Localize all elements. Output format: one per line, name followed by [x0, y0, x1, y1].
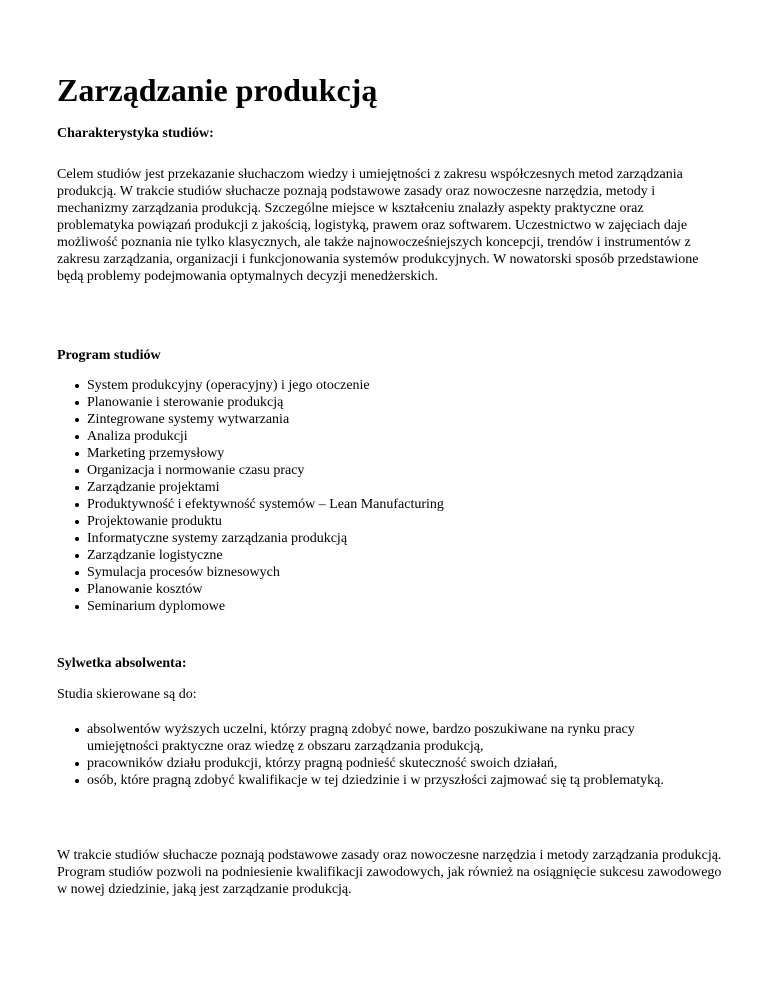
list-item: Zarządzanie projektami: [57, 479, 697, 496]
section-heading-sylwetka: Sylwetka absolwenta:: [57, 656, 187, 671]
list-item: Marketing przemysłowy: [57, 445, 697, 462]
page-title: Zarządzanie produkcją: [57, 72, 378, 108]
list-item: Planowanie kosztów: [57, 581, 697, 598]
section-heading-program: Program studiów: [57, 348, 161, 363]
program-list: [57, 377, 697, 615]
list-item: Produktywność i efektywność systemów – Lean Manufacturing: [57, 496, 697, 513]
list-item: Planowanie i sterowanie produkcją: [57, 394, 697, 411]
list-item: Seminarium dyplomowe: [57, 598, 697, 615]
list-item: pracowników działu produkcji, którzy pragną podnieść skuteczność swoich działań,: [57, 755, 687, 772]
list-item: Zintegrowane systemy wytwarzania: [57, 411, 697, 428]
list-item: Symulacja procesów biznesowych: [57, 564, 697, 581]
sylwetka-list: [57, 721, 687, 789]
list-item: Zarządzanie logistyczne: [57, 547, 697, 564]
section-heading-charakterystyka: Charakterystyka studiów:: [57, 126, 214, 141]
charakterystyka-paragraph: Celem studiów jest przekazanie słuchaczom wiedzy i umiejętności z zakresu współczesnych metod zarządzania produkcją. W trakcie studiów słuchacze poznają podstawowe zasady oraz nowoczesne narzędzia, metody i mechanizmy zarządzania produkcją. Szczególne miejsce w kształceniu znalazły aspekty praktyczne oraz problematyka powiązań produkcji z jakością, logistyką, prawem oraz softwarem. Uczestnictwo w zajęciach daje możliwość poznania nie tylko klasycznych, ale także najnowocześniejszych koncepcji, trendów i instrumentów z zakresu zarządzania, organizacji i funkcjonowania systemów produkcyjnych. W nowatorski sposób przedstawione będą problemy podejmowania optymalnych decyzji menedżerskich.: [57, 167, 699, 284]
list-item: Analiza produkcji: [57, 428, 697, 445]
list-item: Informatyczne systemy zarządzania produkcją: [57, 530, 697, 547]
list-item: osób, które pragną zdobyć kwalifikacje w tej dziedzinie i w przyszłości zajmować się tą problematyką.: [57, 772, 687, 789]
final-paragraph: W trakcie studiów słuchacze poznają podstawowe zasady oraz nowoczesne narzędzia i metody zarządzania produkcją. Program studiów pozwoli na podniesienie kwalifikacji zawodowych, jak również na osiągnięcie sukcesu zawodowego w nowej dziedzinie, jaką jest zarządzanie produkcją.: [57, 848, 722, 897]
sylwetka-intro: Studia skierowane są do:: [57, 687, 197, 702]
list-item: Projektowanie produktu: [57, 513, 697, 530]
list-item: System produkcyjny (operacyjny) i jego otoczenie: [57, 377, 697, 394]
list-item: Organizacja i normowanie czasu pracy: [57, 462, 697, 479]
list-item: absolwentów wyższych uczelni, którzy pragną zdobyć nowe, bardzo poszukiwane na rynku pracy umiejętności praktyczne oraz wiedzę z obszaru zarządzania produkcją,: [57, 721, 687, 755]
